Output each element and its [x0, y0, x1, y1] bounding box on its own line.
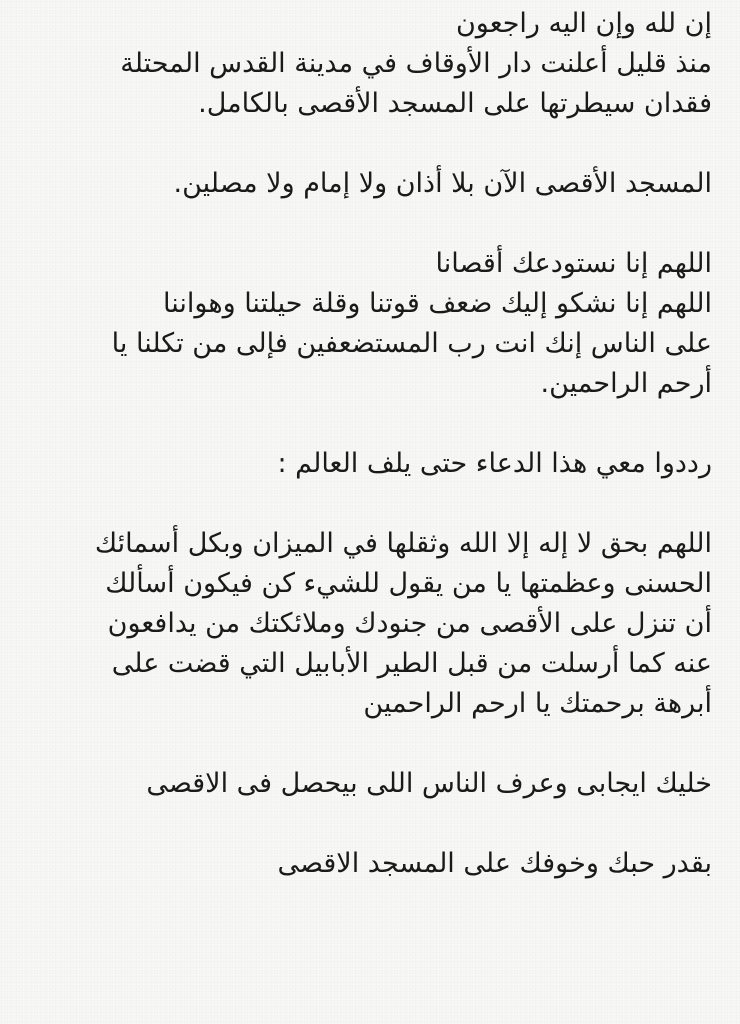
paragraph-closing: [28, 844, 712, 884]
text-line: أن تنزل على الأقصى من جنودك وملائكتك من يدافعون: [107, 608, 712, 639]
text-line: أرحم الراحمين.: [540, 368, 712, 399]
text-line: فقدان سيطرتها على المسجد الأقصى بالكامل.: [198, 88, 712, 119]
text-line: عنه كما أرسلت من قبل الطير الأبابيل التي قضت على: [111, 648, 712, 679]
paragraph-prayer: [28, 244, 712, 404]
text-line: إن لله وإن اليه راجعون: [455, 8, 712, 39]
text-line: رددوا معي هذا الدعاء حتى يلف العالم :: [277, 448, 712, 479]
text-line: منذ قليل أعلنت دار الأوقاف في مدينة القدس المحتلة: [120, 48, 712, 79]
text-line: على الناس إنك انت رب المستضعفين فإلى من تكلنا يا: [111, 328, 712, 359]
text-line: خليك ايجابى وعرف الناس اللى بيحصل فى الاقصى: [146, 768, 712, 799]
paragraph-call: [28, 444, 712, 484]
text-line: اللهم إنا نشكو إليك ضعف قوتنا وقلة حيلتنا وهواننا: [163, 288, 712, 319]
paragraph-status: [28, 164, 712, 204]
text-line: الحسنى وعظمتها يا من يقول للشيء كن فيكون أسألك: [105, 568, 712, 599]
paragraph-announcement: [28, 4, 712, 124]
paragraph-supplication: [28, 524, 712, 724]
text-line: اللهم بحق لا إله إلا الله وثقلها في الميزان وبكل أسمائك: [94, 528, 712, 559]
paragraph-positive: [28, 764, 712, 804]
text-line: اللهم إنا نستودعك أقصانا: [435, 248, 712, 279]
text-line: أبرهة برحمتك يا ارحم الراحمين: [363, 688, 712, 719]
text-line: المسجد الأقصى الآن بلا أذان ولا إمام ولا مصلين.: [173, 168, 712, 199]
text-line: بقدر حبك وخوفك على المسجد الاقصى: [277, 848, 712, 879]
